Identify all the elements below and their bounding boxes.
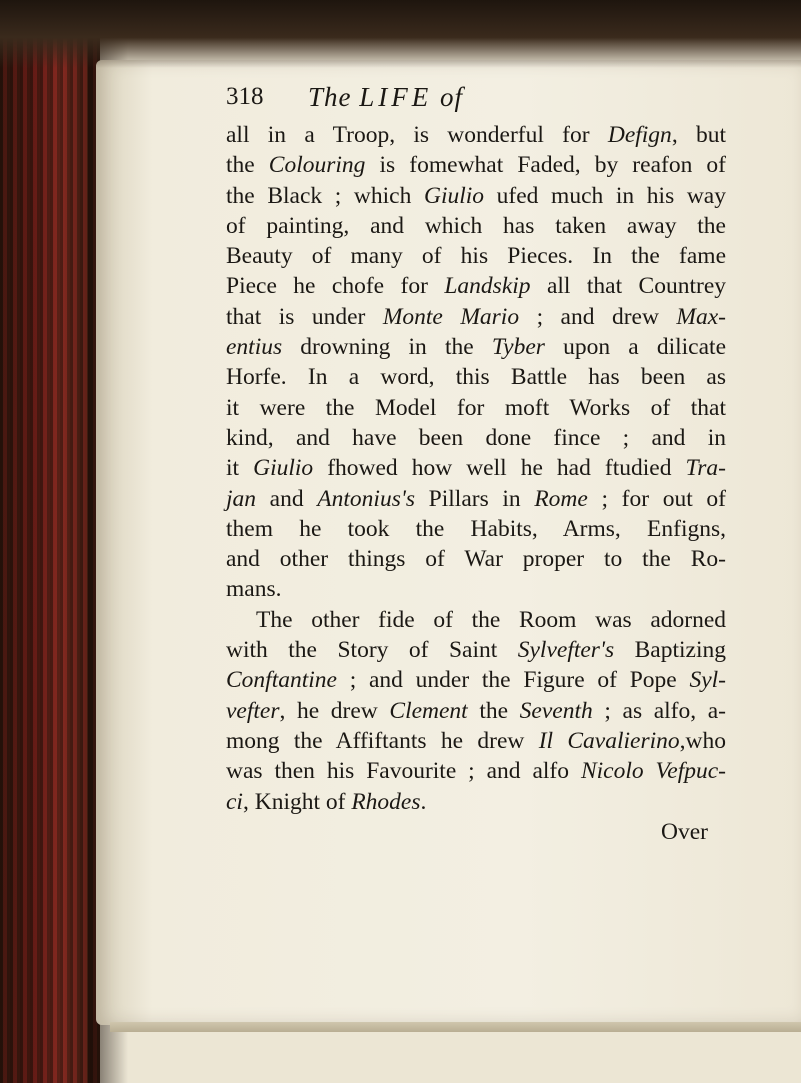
text-run: it were the Model for moft Works of that [226,394,726,421]
italic-text: Sylvefter's [517,637,615,664]
italic-text: Clement [389,697,468,724]
text-line [226,484,726,514]
text-line [226,120,726,150]
text-run: ; and under the Figure of Pope [336,667,690,694]
text-line [226,393,726,423]
top-shadow [0,0,801,68]
page-text [226,82,726,847]
italic-text: Rome [534,485,588,512]
text-line [226,544,726,574]
text-run: Beauty of many of his Pieces. In the fame [226,243,726,270]
italic-text: Monte Mario [382,303,520,330]
text-run: Pillars in [415,485,535,512]
text-line [226,787,726,817]
italic-text: Defign [607,122,672,148]
running-title [308,82,463,112]
text-line [226,271,726,301]
text-run: the [467,697,520,724]
text-run: with the Story of Saint [226,637,518,664]
catchword: Over [661,818,708,845]
text-line [226,635,726,665]
italic-text: Nicolo Vefpuc- [580,758,726,785]
text-run: all that Countrey [530,273,726,300]
text-line [226,696,726,726]
italic-text: entius [226,334,283,361]
italic-text: jan [226,485,257,512]
text-run: that is under [226,303,383,330]
text-run: ufed much in his way [484,182,726,209]
italic-text: Giulio [423,182,485,209]
text-run: mans. [226,576,282,603]
text-line [226,605,726,635]
italic-text: Tra- [685,455,726,482]
italic-text: ci [226,788,243,815]
italic-text: Rhodes [351,788,421,815]
italic-text: Antonius's [317,485,416,512]
text-run: . [420,788,427,815]
text-run: Piece he chofe for [226,273,445,300]
italic-text: Tyber [491,334,545,361]
text-run: , Knight of [242,788,352,815]
text-run: them he took the Habits, Arms, Enfigns, [226,515,726,542]
italic-text: Landskip [444,273,531,300]
text-run: the Black ; which [226,182,424,209]
text-run: and [256,485,318,512]
text-line [226,150,726,180]
text-line [226,453,726,483]
text-run: , he drew [279,697,390,724]
text-line [226,756,726,786]
text-line [226,514,726,544]
body-text [226,120,726,817]
text-run: drowning in the [282,334,492,361]
italic-text: vefter [226,697,280,724]
text-line [226,181,726,211]
text-run: the [226,152,269,179]
text-run: Baptizing [614,637,727,664]
text-run: is fomewhat Faded, by reafon of [365,152,726,179]
text-line [226,574,726,604]
italic-text: Colouring [268,152,366,179]
text-run: mong the Affiftants he drew [226,727,539,754]
running-title-prefix: The [308,82,352,112]
italic-text: Conftantine [226,667,337,694]
paragraph [226,605,726,817]
italic-text: Giulio [253,455,314,482]
text-line [226,665,726,695]
text-run: fhowed how well he had ftudied [313,455,686,482]
text-run: The other fide of the Room was adorned [256,606,726,633]
text-run: upon a dilicate [544,334,726,361]
running-header [226,82,726,112]
text-run: ; and drew [519,303,677,330]
text-line [226,726,726,756]
text-run: it [226,455,254,482]
text-run: of painting, and which has taken away the [226,212,726,239]
text-line [226,302,726,332]
running-title-main: LIFE [359,82,433,112]
italic-text: Il Cavalierino [538,727,680,754]
page-number: 318 [226,83,264,110]
text-run: was then his Favourite ; and alfo [226,758,581,785]
italic-text: Syl- [689,667,726,694]
text-run: , but [671,122,726,148]
text-run: ; for out of [587,485,726,512]
text-line [226,423,726,453]
text-line [226,241,726,271]
italic-text: Seventh [519,697,593,724]
text-line [226,332,726,362]
text-line [226,362,726,392]
book-spine [0,0,100,1083]
text-run: ; as alfo, a- [592,697,726,724]
text-run: ,who [679,727,726,754]
paragraph [226,120,726,605]
text-line [226,211,726,241]
text-run: Horfe. In a word, this Battle has been as [226,364,726,391]
text-run: and other things of War proper to the Ro- [226,546,726,573]
text-run: kind, and have been done fince ; and in [226,424,726,451]
page-edge [110,1022,801,1032]
running-title-suffix: of [440,82,464,112]
text-run: all in a Troop, is wonderful for [226,122,608,148]
italic-text: Max- [676,303,726,330]
